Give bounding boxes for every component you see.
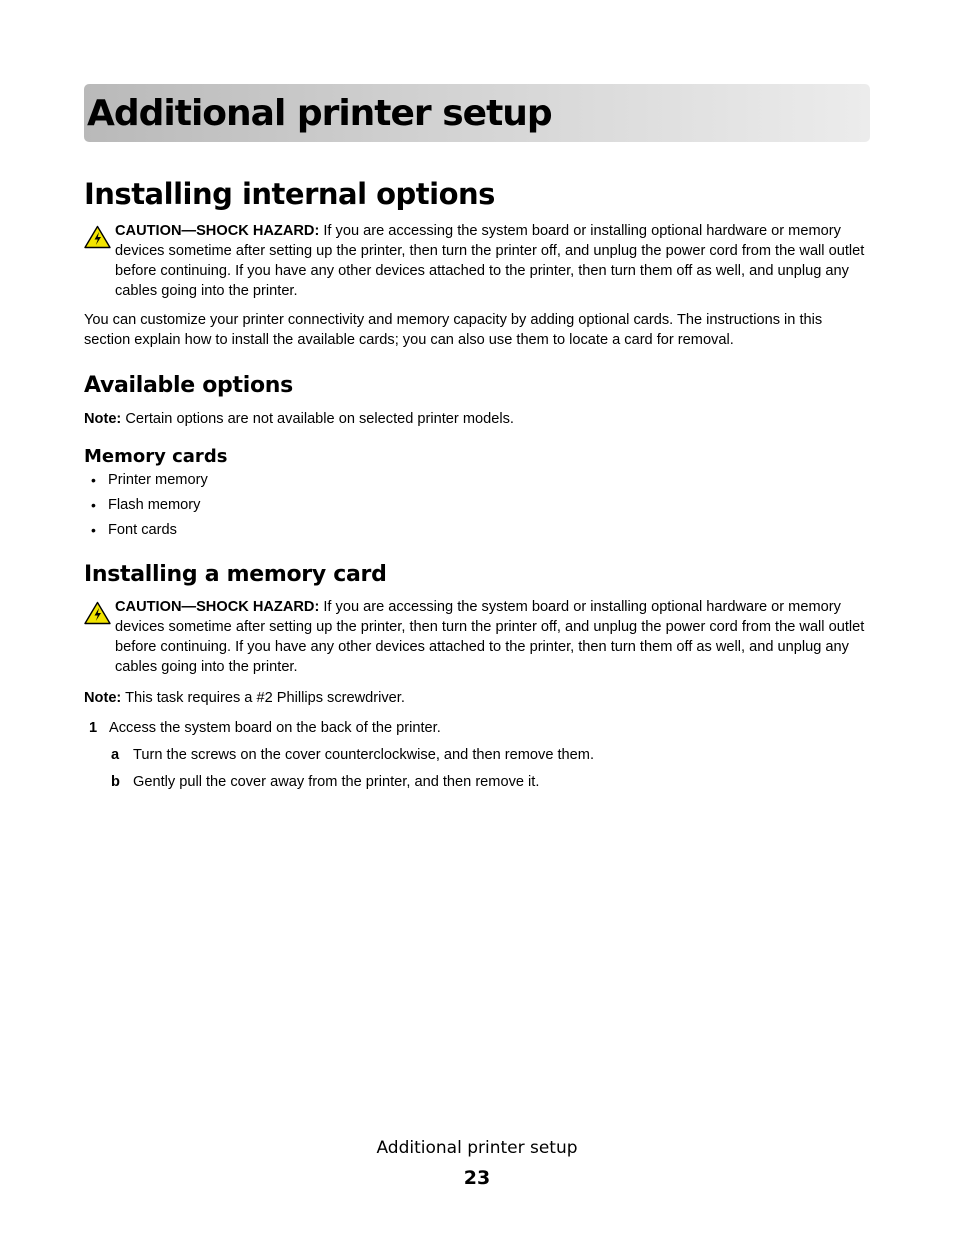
list-item: [84, 518, 870, 543]
list-item-text: Flash memory: [108, 497, 201, 514]
note-label: Note:: [84, 690, 122, 707]
step-item: [84, 718, 870, 738]
substep-item: [109, 745, 870, 765]
chapter-banner: [84, 84, 870, 142]
caution-label: CAUTION—SHOCK HAZARD:: [115, 599, 320, 616]
step-text: Access the system board on the back of the printer.: [109, 720, 441, 737]
intro-paragraph: You can customize your printer connectivity and memory capacity by adding optional cards. The instructions in this section explain how to install the available cards; you can also use them to locate a card for removal.: [84, 311, 823, 348]
substep-item: [109, 772, 870, 792]
page-number: 23: [463, 1167, 491, 1189]
list-item-text: Printer memory: [108, 472, 208, 489]
caution-text: [115, 221, 870, 301]
substep-text: Gently pull the cover away from the printer, and then remove it.: [133, 774, 540, 791]
note-text: Certain options are not available on selected printer models.: [121, 411, 514, 428]
caution-text: [115, 597, 870, 677]
memory-cards-heading: Memory cards: [84, 446, 228, 468]
caution-label: CAUTION—SHOCK HAZARD:: [115, 222, 320, 239]
installing-memory-card-heading: Installing a memory card: [84, 561, 387, 587]
memory-cards-list: [84, 468, 870, 543]
caution-body: If you are accessing the system board or installing optional hardware or memory devices sometime after setting up the printer, then turn the printer off, and unplug the power cord from the wall outlet before continuing. If you have any other devices attached to the printer, then turn them off as well, and unplug any cables going into the printer.: [115, 599, 865, 676]
bullet-icon: •: [91, 497, 96, 514]
list-item-text: Font cards: [108, 522, 177, 539]
list-item: [84, 468, 870, 493]
note-text: This task requires a #2 Phillips screwdriver.: [121, 690, 405, 707]
caution-body: If you are accessing the system board or installing optional hardware or memory devices sometime after setting up the printer, then turn the printer off, and unplug the power cord from the wall outlet before continuing. If you have any other devices attached to the printer, then turn them off as well, and unplug any cables going into the printer.: [115, 222, 865, 299]
chapter-title: Additional printer setup: [87, 92, 552, 134]
substep-text: Turn the screws on the cover counterclockwise, and then remove them.: [133, 747, 594, 764]
document-page: [84, 84, 870, 792]
bullet-icon: •: [91, 472, 96, 489]
section-title: Installing internal options: [84, 177, 495, 211]
footer-chapter-title: Additional printer setup: [376, 1138, 578, 1158]
bullet-icon: •: [91, 522, 96, 539]
substep-letter: a: [111, 747, 120, 764]
caution-block: [84, 597, 870, 677]
substep-letter: b: [111, 774, 120, 791]
step-number: 1: [89, 720, 98, 737]
warning-triangle-icon: [84, 221, 115, 254]
available-options-heading: Available options: [84, 372, 293, 398]
caution-block: [84, 221, 870, 301]
warning-triangle-icon: [84, 597, 115, 630]
note-paragraph: [84, 688, 870, 708]
list-item: [84, 493, 870, 518]
note-paragraph: [84, 409, 870, 429]
note-label: Note:: [84, 411, 122, 428]
